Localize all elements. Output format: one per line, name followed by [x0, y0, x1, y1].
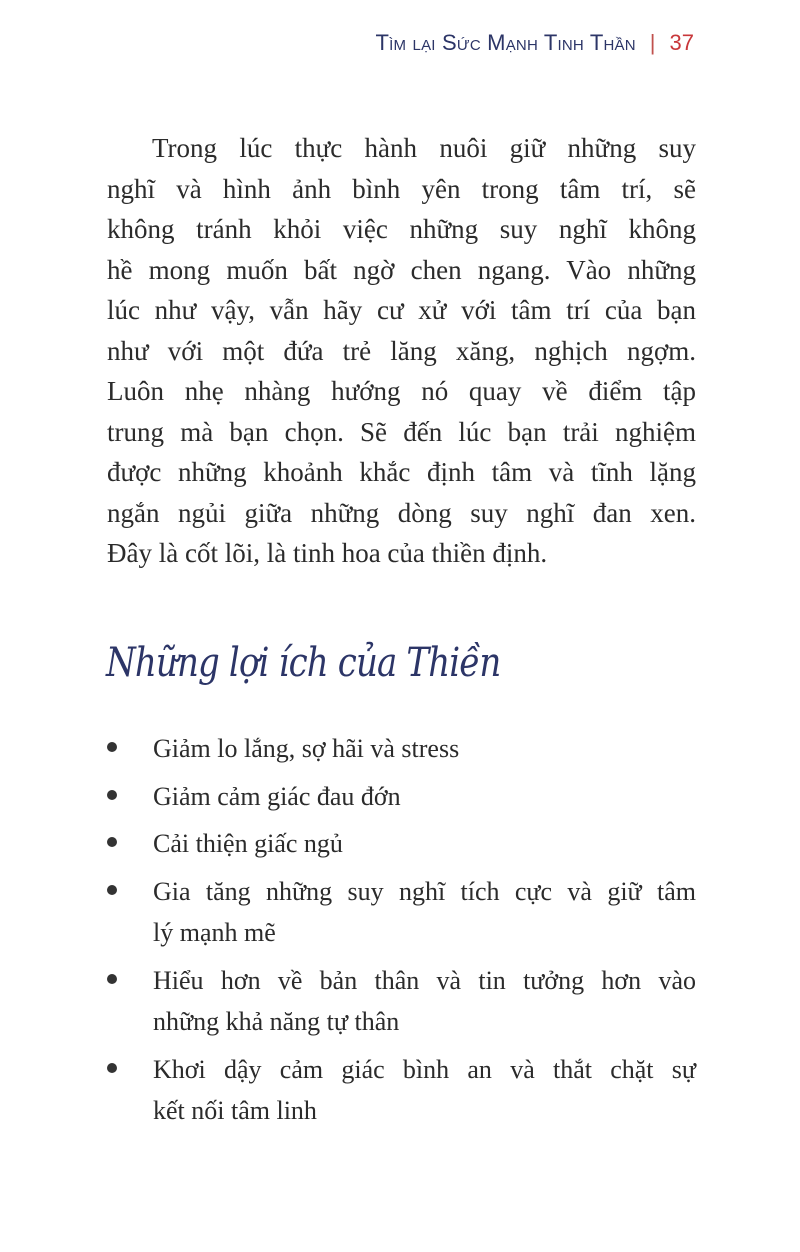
bullet-icon [107, 885, 117, 895]
list-item-text: kết nối tâm linh [153, 1096, 317, 1125]
list-item-text: Cải thiện giấc ngủ [153, 829, 343, 858]
paragraph-line: Trong lúc thực hành nuôi giữ những suy [152, 133, 696, 163]
paragraph-line: không tránh khỏi việc những suy nghĩ không [107, 214, 696, 244]
bullet-icon [107, 742, 117, 752]
paragraph-line: lúc như vậy, vẫn hãy cư xử với tâm trí của bạn [107, 295, 696, 325]
paragraph-line: trung mà bạn chọn. Sẽ đến lúc bạn trải nghiệm [107, 416, 696, 447]
list-item-text: Gia tăng những suy nghĩ tích cực và giữ tâm [153, 876, 696, 906]
paragraph-line: được những khoảnh khắc định tâm và tĩnh lặng [107, 457, 696, 487]
list-item [107, 871, 696, 954]
paragraph-line: nghĩ và hình ảnh bình yên trong tâm trí, sẽ [107, 173, 696, 204]
paragraph-line: như với một đứa trẻ lăng xăng, nghịch ngợm. [107, 335, 696, 366]
list-item-text: Khơi dậy cảm giác bình an và thắt chặt sự [153, 1054, 696, 1084]
list-item [107, 728, 696, 770]
bullet-icon [107, 790, 117, 800]
section-heading: Những lợi ích của Thiền [106, 640, 501, 686]
page-number: 37 [669, 30, 694, 55]
running-header [376, 30, 694, 56]
running-title: Tìm lại Sức Mạnh Tinh Thần [375, 30, 636, 55]
bullet-icon [107, 1063, 117, 1073]
body-paragraph [107, 128, 696, 574]
paragraph-line: hề mong muốn bất ngờ chen ngang. Vào những [107, 254, 696, 285]
list-item [107, 823, 696, 865]
bullet-icon [107, 837, 117, 847]
list-item-text: Giảm cảm giác đau đớn [153, 781, 401, 811]
list-item [107, 960, 696, 1043]
list-item [107, 776, 696, 818]
paragraph-line: Đây là cốt lõi, là tinh hoa của thiền định. [107, 538, 548, 568]
list-item-text: Hiểu hơn về bản thân và tin tưởng hơn vào [153, 965, 696, 995]
list-item-text: lý mạnh mẽ [153, 918, 276, 947]
paragraph-line: Luôn nhẹ nhàng hướng nó quay về điểm tập [107, 376, 696, 406]
bullet-icon [107, 974, 117, 984]
list-item-text: những khả năng tự thân [153, 1007, 400, 1036]
header-separator: | [649, 30, 656, 55]
list-item [107, 1049, 696, 1132]
list-item-text: Giảm lo lắng, sợ hãi và stress [153, 734, 460, 763]
benefits-list [107, 728, 696, 1138]
paragraph-line: ngắn ngủi giữa những dòng suy nghĩ đan xen. [107, 497, 696, 528]
